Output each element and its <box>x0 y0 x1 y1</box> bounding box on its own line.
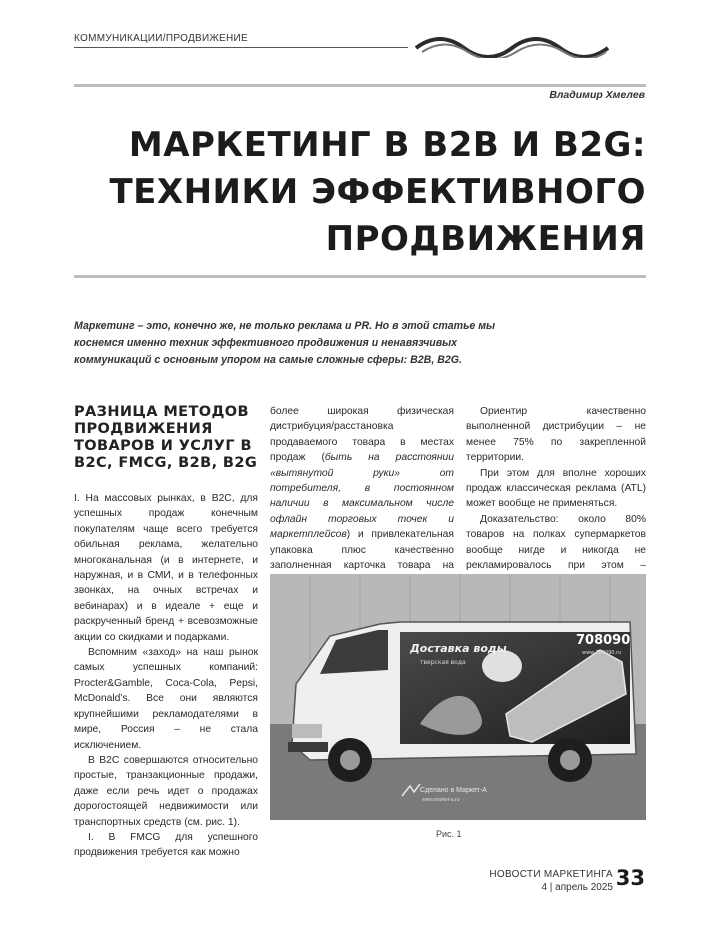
magazine-name: НОВОСТИ МАРКЕТИНГА <box>489 869 613 880</box>
paragraph <box>270 404 454 589</box>
section-heading: РАЗНИЦА МЕТОДОВ ПРОДВИЖЕНИЯ ТОВАРОВ И УСЛУГ В B2C, FMCG, B2B, B2G <box>74 404 258 471</box>
page-number: 33 <box>615 866 645 890</box>
wave-ornament-icon <box>412 34 612 58</box>
watermark-text: Сделано в Маркет-А <box>420 787 487 794</box>
issue-date: 4 | апрель 2025 <box>541 882 613 893</box>
lead-paragraph: Маркетинг – это, конечно же, не только реклама и PR. Но в этой статье мы коснемся именно техник эффективного продвижения и ненавязчивых коммуникаций с основным упором на самые сложные сферы: B2B, B2G. <box>74 320 496 366</box>
text: ) и привлекательная упаковка плюс качественно заполненная карточка товара на <box>270 529 454 572</box>
figure-van-photo <box>270 574 646 820</box>
paragraph: Доказательство: около 80% товаров на полках супермаркетов вообще нигде и никогда не рекламировалось при этом – <box>466 513 646 572</box>
van-site: www.708090.ru <box>582 650 622 656</box>
watermark-site: www.market-a.ru <box>422 797 460 803</box>
van-slogan: Доставка воды <box>410 642 507 655</box>
paragraph: I. На массовых рынках, в B2C, для успешных продаж конечным покупателям чаще всего требуется обильная реклама, желательно многоканальная (и в интернете, и наружная, и в СМИ, и в телефонных звонках, на очных встречах и вебинарах) и в идеале + еще и раскрученный бренд + всевозможные акции со скидками и подарками. <box>74 493 258 643</box>
van-phone: 708090 <box>576 633 631 648</box>
section-label: КОММУНИКАЦИИ/ПРОДВИЖЕНИЕ <box>74 33 248 44</box>
text: более широкая физическая дистрибуция/расстановка продаваемого товара в местах продаж ( <box>270 406 454 464</box>
column-3 <box>466 404 646 589</box>
column-2 <box>270 404 454 589</box>
emphasis-text: быть на расстоянии «вытянутой руки» от потребителя, в постоянном наличии в максимальном числе офлайн торговых точек и маркетплейсов <box>270 452 454 541</box>
paragraph: Вспомним «заход» на наш рынок самых успешных компаний: Procter&Gamble, Coca-Cola, Pepsi, McDonald's. Все они являются крупнейшими рекламодателями в мире, Россия – не стала исключением. <box>74 647 258 751</box>
column-1 <box>74 491 258 861</box>
paragraph: I. В FMCG для успешного продвижения требуется как можно <box>74 831 258 859</box>
title-rule-bottom <box>74 275 646 278</box>
paragraph: Ориентир качественно выполненной дистрибуции – не менее 75% по закрепленной территории. <box>466 406 646 464</box>
author: Владимир Хмелев <box>549 89 645 101</box>
title-rule-top <box>74 84 646 87</box>
article-title: МАРКЕТИНГ В B2B И B2G: ТЕХНИКИ ЭФФЕКТИВНОГО ПРОДВИЖЕНИЯ <box>109 125 646 259</box>
van-subtitle: тверская вода <box>420 659 466 666</box>
paragraph: В B2C совершаются относительно простые, транзакционные продажи, даже если речь идет о продажах дорогостоящей недвижимости или транспортных средств (см. рис. 1). <box>74 754 258 828</box>
paragraph: При этом для вполне хороших продаж классическая реклама (ATL) может вообще не применяться. <box>466 467 646 510</box>
header-divider <box>74 47 408 48</box>
figure-caption: Рис. 1 <box>436 829 462 839</box>
